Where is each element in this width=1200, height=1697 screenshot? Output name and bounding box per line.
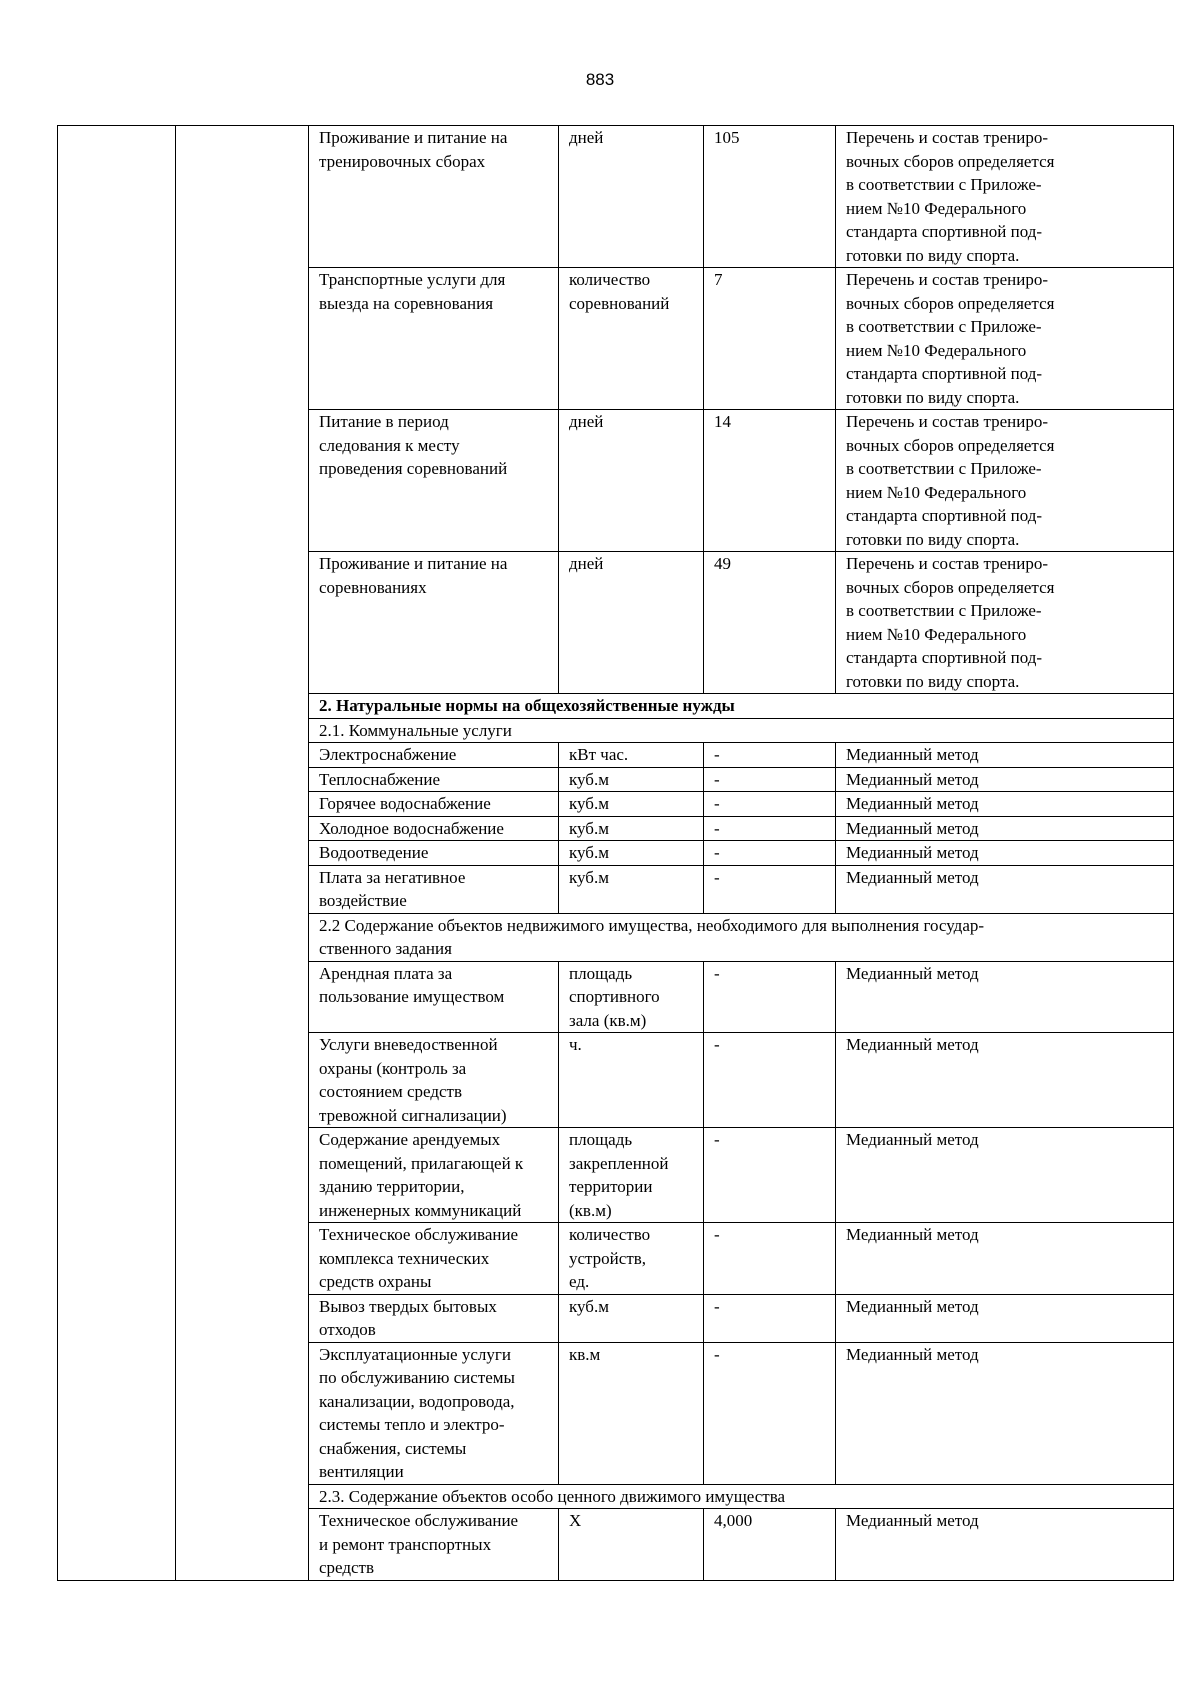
item-note: Медианный метод xyxy=(836,865,1174,913)
item-unit: дней xyxy=(559,410,704,552)
item-value: - xyxy=(704,816,836,841)
item-note: Медианный метод xyxy=(836,792,1174,817)
page-number: 883 xyxy=(585,70,615,89)
item-unit: куб.м xyxy=(559,865,704,913)
item-name: Холодное водоснабжение xyxy=(309,816,559,841)
item-note: Медианный метод xyxy=(836,961,1174,1033)
item-value: 105 xyxy=(704,126,836,268)
item-name: Вывоз твердых бытовых отходов xyxy=(309,1294,559,1342)
item-name: Электроснабжение xyxy=(309,743,559,768)
item-value: 4,000 xyxy=(704,1509,836,1581)
item-name: Транспортные услуги для выезда на соревнования xyxy=(309,268,559,410)
item-name: Водоотведение xyxy=(309,841,559,866)
item-note: Медианный метод xyxy=(836,1342,1174,1484)
item-unit: ч. xyxy=(559,1033,704,1128)
item-value: - xyxy=(704,841,836,866)
item-value: - xyxy=(704,961,836,1033)
item-unit: куб.м xyxy=(559,816,704,841)
item-name: Услуги вневедоственной охраны (контроль за состоянием средств тревожной сигнализации) xyxy=(309,1033,559,1128)
blank-column-2 xyxy=(176,126,309,1581)
item-value: - xyxy=(704,1294,836,1342)
blank-column-1 xyxy=(58,126,176,1581)
item-note: Медианный метод xyxy=(836,1294,1174,1342)
subsection-heading: 2.3. Содержание объектов особо ценного движимого имущества xyxy=(309,1484,1174,1509)
item-value: - xyxy=(704,767,836,792)
item-unit: дней xyxy=(559,126,704,268)
item-name: Горячее водоснабжение xyxy=(309,792,559,817)
item-note: Медианный метод xyxy=(836,1033,1174,1128)
item-unit: куб.м xyxy=(559,1294,704,1342)
item-name: Эксплуатационные услуги по обслуживанию системы канализации, водопровода, системы тепло и электро- снабжения, системы вентиляции xyxy=(309,1342,559,1484)
item-name: Плата за негативное воздействие xyxy=(309,865,559,913)
item-value: - xyxy=(704,743,836,768)
item-name: Проживание и питание на соревнованиях xyxy=(309,552,559,694)
item-value: - xyxy=(704,1223,836,1295)
item-name: Содержание арендуемых помещений, прилагающей к зданию территории, инженерных коммуникаций xyxy=(309,1128,559,1223)
item-unit: количество соревнований xyxy=(559,268,704,410)
item-value: - xyxy=(704,1033,836,1128)
item-name: Проживание и питание на тренировочных сборах xyxy=(309,126,559,268)
subsection-heading: 2.1. Коммунальные услуги xyxy=(309,718,1174,743)
item-note: Медианный метод xyxy=(836,841,1174,866)
item-value: - xyxy=(704,865,836,913)
item-value: - xyxy=(704,792,836,817)
item-value: 7 xyxy=(704,268,836,410)
item-unit: Х xyxy=(559,1509,704,1581)
item-note: Медианный метод xyxy=(836,816,1174,841)
item-name: Питание в период следования к месту проведения соревнований xyxy=(309,410,559,552)
item-note: Медианный метод xyxy=(836,743,1174,768)
item-unit: куб.м xyxy=(559,767,704,792)
item-note: Медианный метод xyxy=(836,767,1174,792)
item-note: Медианный метод xyxy=(836,1223,1174,1295)
item-value: 49 xyxy=(704,552,836,694)
norms-table xyxy=(57,125,1174,1581)
item-value: - xyxy=(704,1342,836,1484)
item-note: Медианный метод xyxy=(836,1509,1174,1581)
item-name: Теплоснабжение xyxy=(309,767,559,792)
item-unit: площадь закрепленной территории (кв.м) xyxy=(559,1128,704,1223)
subsection-heading: 2.2 Содержание объектов недвижимого имущества, необходимого для выполнения государ- ственного задания xyxy=(309,913,1174,961)
item-unit: дней xyxy=(559,552,704,694)
item-name: Техническое обслуживание и ремонт транспортных средств xyxy=(309,1509,559,1581)
item-value: - xyxy=(704,1128,836,1223)
item-unit: кв.м xyxy=(559,1342,704,1484)
item-value: 14 xyxy=(704,410,836,552)
item-name: Техническое обслуживание комплекса технических средств охраны xyxy=(309,1223,559,1295)
item-unit: количество устройств, ед. xyxy=(559,1223,704,1295)
item-note: Перечень и состав трениро- вочных сборов определяется в соответствии с Приложе- нием №10 Федерального стандарта спортивной под- готовки по виду спорта. xyxy=(836,410,1174,552)
item-name: Арендная плата за пользование имуществом xyxy=(309,961,559,1033)
item-unit: куб.м xyxy=(559,841,704,866)
table-row xyxy=(58,126,1174,268)
item-note: Медианный метод xyxy=(836,1128,1174,1223)
item-note: Перечень и состав трениро- вочных сборов определяется в соответствии с Приложе- нием №10 Федерального стандарта спортивной под- готовки по виду спорта. xyxy=(836,126,1174,268)
item-unit: площадь спортивного зала (кв.м) xyxy=(559,961,704,1033)
item-note: Перечень и состав трениро- вочных сборов определяется в соответствии с Приложе- нием №10 Федерального стандарта спортивной под- готовки по виду спорта. xyxy=(836,552,1174,694)
item-unit: кВт час. xyxy=(559,743,704,768)
section-heading: 2. Натуральные нормы на общехозяйственные нужды xyxy=(309,694,1174,719)
item-note: Перечень и состав трениро- вочных сборов определяется в соответствии с Приложе- нием №10 Федерального стандарта спортивной под- готовки по виду спорта. xyxy=(836,268,1174,410)
item-unit: куб.м xyxy=(559,792,704,817)
